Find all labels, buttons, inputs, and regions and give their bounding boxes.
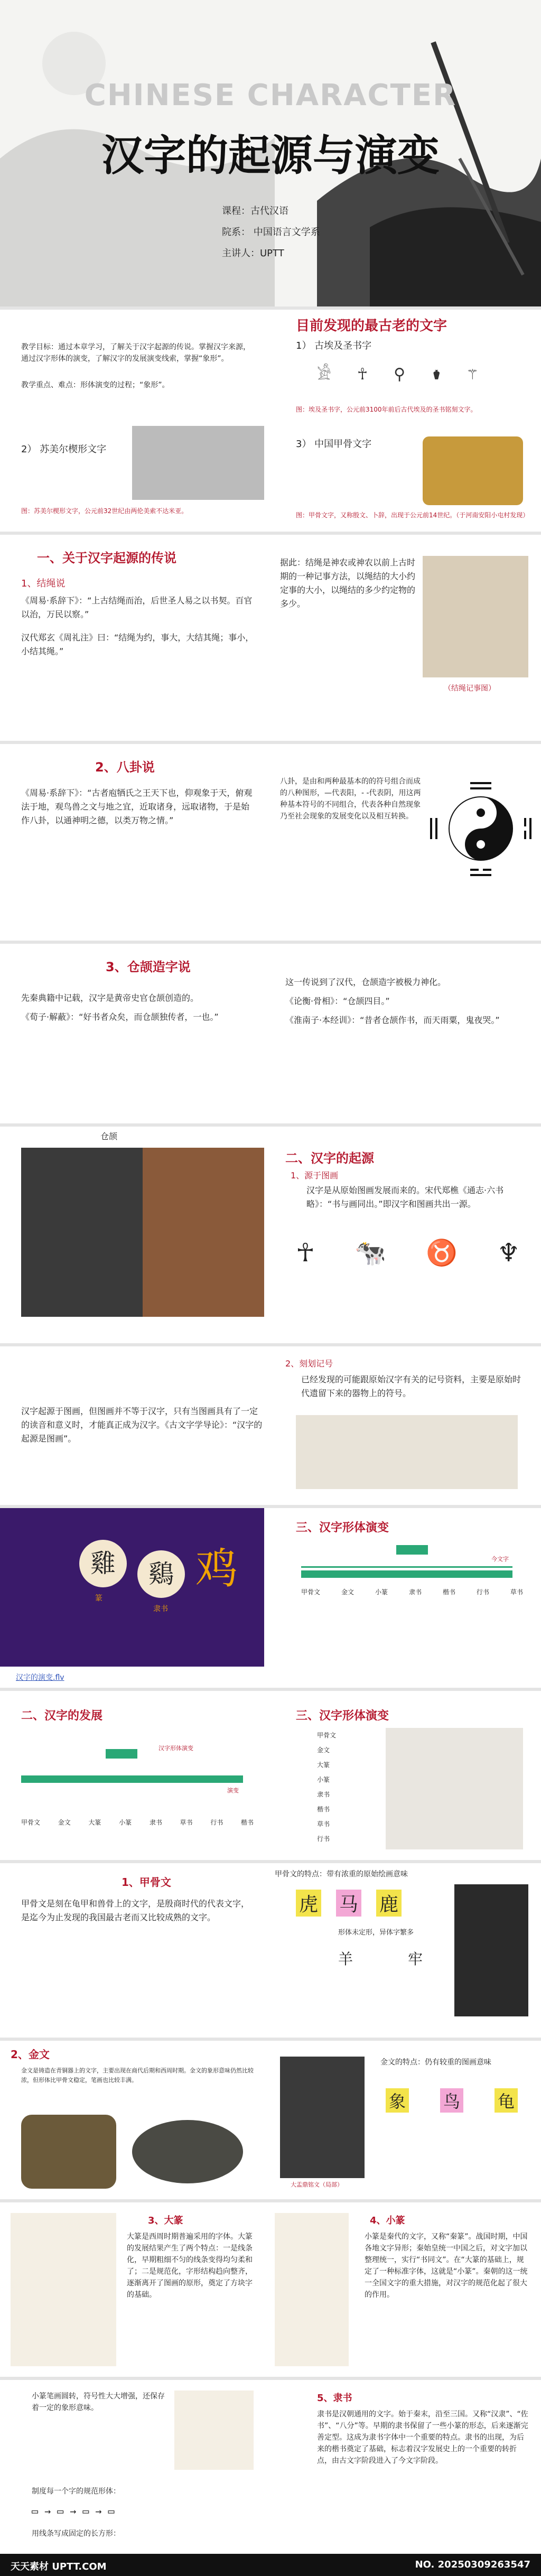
inscription-caption: 大盂鼎铭文（局部） <box>291 2181 343 2188</box>
slide2-p1: 《周易·系辞下》：“上古结绳而治，后世圣人易之以书契。百官以治，万民以察。” <box>21 596 253 619</box>
knot-record-image <box>423 556 528 677</box>
yin-yang-icon <box>428 776 534 881</box>
slide10-text: 金文是铸造在青铜器上的文字，主要出现在商代后期和西周时期。金文的象形意味仍然比较浓，但形体比甲骨文稳定，笔画也比较丰满。 <box>21 2067 254 2084</box>
dev-labels <box>21 1818 254 1827</box>
knot-caption: （结绳记事图） <box>444 684 496 693</box>
sumer-title: 2） 苏美尔楔形文字 <box>21 444 107 455</box>
oracle-bone-image <box>423 436 523 505</box>
slide-cangjie-legend <box>0 944 541 1123</box>
oracle-chars <box>296 1890 402 1917</box>
bronze-char: 鸟 <box>440 2088 463 2113</box>
slide-oldest-scripts <box>0 310 541 532</box>
chart-labels <box>301 1587 523 1596</box>
slide4-right: 这一传说到了汉代，仓颉造字被极力神化。 <box>285 977 446 987</box>
dev-note-a: 汉字形体演变 <box>158 1745 193 1752</box>
slide6-left: 汉字起源于图画，但图画并不等于汉字，只有当图画具有了一定的读音和意义时，才能真正成为汉字。《古文字学导论》：“汉字的起源是图画”。 <box>21 1406 263 1444</box>
slide6-sub: 2、刻划记号 <box>285 1359 333 1369</box>
slide-seal-scripts <box>0 2202 541 2377</box>
pictograph-symbols: ☥ 🐄 ♉ ♆ <box>296 1238 536 1268</box>
cover-dept: 院系： 中国语言文学系 <box>222 227 320 238</box>
oracle-feature-char: 羊 <box>338 1950 353 1968</box>
evolution-row: 隶书 <box>317 1791 330 1798</box>
carved-marks-image <box>296 1415 518 1489</box>
evolution-row: 甲骨文 <box>317 1732 337 1739</box>
oracle-char: 鹿 <box>376 1890 402 1917</box>
chart-label: 楷书 <box>442 1588 455 1596</box>
sumer-caption: 图：苏美尔楔形文字，公元前32世纪由两伦美索不达米亚。 <box>21 507 188 515</box>
slide-bagua <box>0 744 541 941</box>
inscription-rubbing-image <box>280 2057 365 2178</box>
oracle-rubbing-image <box>454 1884 528 2016</box>
dev-label: 小篆 <box>119 1819 132 1826</box>
dev-label: 楷书 <box>240 1819 254 1826</box>
footer-watermark <box>0 2554 541 2576</box>
char-a: 雞 <box>79 1540 127 1587</box>
chart-node-label: 今文字 <box>491 1556 509 1563</box>
evolution-row: 金文 <box>317 1746 330 1754</box>
evolution-table <box>317 1728 380 1846</box>
dev-chart-bar <box>21 1775 243 1783</box>
slide11-right: 小篆是秦代的文字，又称“秦篆”。战国时期，中国各地文字异形；秦始皇统一中国之后，对文字加以整理统一，实行“书同文”。在“大篆的基础上，规定了一种标准字体，这就是“小篆”。秦朝的这一统一全国文字的重大措施，对汉字的规范化起了很大的作用。 <box>365 2233 528 2299</box>
slide4-left: 先秦典籍中记载，汉字是黄帝史官仓颉创造的。 <box>21 993 199 1003</box>
slide4-right2: 《论衡·骨相》：“仓颉四目。” <box>285 996 390 1006</box>
slide1-heading: 目前发现的最古老的文字 <box>296 318 447 334</box>
slide12-left3: 用线条写成固定的长方形： <box>32 2529 120 2538</box>
bronze-char: 象 <box>386 2088 409 2113</box>
egypt-hieroglyph-image: 𓀀 ☥ ⚲ ⚱ ⚚ <box>317 365 486 384</box>
evolution-row: 大篆 <box>317 1761 330 1769</box>
large-seal-sample-image <box>11 2213 116 2366</box>
sumer-tablet-image <box>132 426 264 500</box>
slide8-heading-left: 二、汉字的发展 <box>21 1709 103 1723</box>
slide6-right: 已经发现的可能跟原始汉字有关的记号资料，主要是原始时代遗留下来的器物上的符号。 <box>301 1374 521 1398</box>
char-c: 鸡 <box>195 1544 238 1593</box>
chart-label: 金文 <box>341 1588 354 1596</box>
cangjie-portrait-image <box>143 1148 264 1317</box>
slide2-sub: 1、结绳说 <box>21 578 66 589</box>
dev-label: 草书 <box>180 1819 193 1826</box>
slide-form-evolution <box>0 1508 541 1688</box>
cover-zh-title: 汉字的起源与演变 <box>101 131 440 180</box>
chart-label: 行书 <box>476 1588 489 1596</box>
oracle-feature-chars <box>338 1948 423 1969</box>
cover-slide <box>0 0 541 306</box>
slide-knot-legend <box>0 535 541 741</box>
slide3-left: 《周易·系辞下》：“古者庖牺氏之王天下也，仰观象于天，俯观法于地，观鸟兽之文与地之宜，近取诸身，远取诸物，于是始作八卦，以通神明之德，以类万物之情。” <box>21 788 253 825</box>
chart-root-node <box>396 1545 428 1555</box>
dev-label: 甲骨文 <box>21 1819 41 1826</box>
cangjie-img-label: 仓颉 <box>100 1131 118 1141</box>
dev-note-b: 演变 <box>227 1787 239 1794</box>
egypt-title: 1） 古埃及圣书字 <box>296 340 372 351</box>
chart-label: 甲骨文 <box>301 1588 321 1596</box>
slide1-goal: 教学目标：通过本章学习，了解关于汉字起源的传说。掌握汉字来源，通过汉字形体的演变，了解汉字的发展演变线索，掌握“象形”。 <box>21 343 250 363</box>
slide1-key: 教学重点、难点：形体演变的过程；“象形”。 <box>21 381 170 389</box>
cover-speaker: 主讲人：UPTT <box>222 248 284 259</box>
slide12-heading: 5、隶书 <box>317 2393 352 2404</box>
small-seal-sample-image <box>275 2213 349 2366</box>
dev-chart-root <box>106 1749 137 1759</box>
slide-development <box>0 1691 541 1860</box>
slide4-left2: 《荀子·解蔽》：“好书者众矣，而仓颉独传者，一也。” <box>21 1012 219 1022</box>
slide2-heading: 一、关于汉字起源的传说 <box>37 551 176 565</box>
chart-label: 小篆 <box>375 1588 388 1596</box>
bronze-bowl-image <box>132 2120 243 2183</box>
slide12-left-title: 小篆笔画圆转，符号性大大增强，还保存着一定的象形意味。 <box>32 2392 165 2412</box>
oracle-feature: 形体未定形，异体字繁多 <box>338 1929 414 1937</box>
slide-marks <box>0 1346 541 1505</box>
chart-label: 隶书 <box>408 1588 422 1596</box>
evolution-row: 小篆 <box>317 1776 330 1783</box>
dev-label: 行书 <box>210 1819 223 1826</box>
dev-label: 大篆 <box>88 1819 101 1826</box>
slide-origin-pictures <box>0 1127 541 1343</box>
evolution-row: 楷书 <box>317 1806 330 1813</box>
footer-right: NO. 20250309263547 <box>415 2559 530 2570</box>
chart-label: 草书 <box>510 1588 523 1596</box>
video-link[interactable]: 汉字的演变.flv <box>16 1673 64 1682</box>
slide-oracle-bone <box>0 1863 541 2038</box>
slide9-right-title: 甲骨文的特点：带有浓重的原始绘画意味 <box>275 1870 408 1878</box>
dev-label: 金文 <box>58 1819 71 1826</box>
slide5-sub: 1、源于图画 <box>291 1170 339 1180</box>
evolution-glyph-grid-image <box>386 1728 523 1849</box>
slide9-text: 甲骨文是刻在龟甲和兽骨上的文字，是殷商时代的代表文字，是迄今为止发现的我国最古老而又比较成熟的文字。 <box>21 1899 250 1922</box>
egypt-caption: 图：埃及圣书字，公元前3100年前后古代埃及的圣书铭刻文字。 <box>296 406 477 413</box>
chart-connector <box>301 1566 512 1568</box>
slide8-heading-right: 三、汉字形体演变 <box>296 1709 389 1723</box>
oracle-char: 虎 <box>296 1890 321 1917</box>
oracle-char: 马 <box>336 1890 361 1917</box>
slide7-heading: 三、汉字形体演变 <box>296 1521 389 1535</box>
small-a: 篆 <box>95 1594 102 1603</box>
slide9-heading: 1、甲骨文 <box>122 1876 171 1889</box>
slide3-heading: 2、八卦说 <box>95 760 155 775</box>
stroke-sequence: ▭ → ▭ → ▭ → ▭ <box>32 2505 115 2517</box>
slide11-heading-right: 4、小篆 <box>370 2215 405 2226</box>
slide5-text: 汉字是从原始图画发展而来的。宋代郑樵《通志·六书略》：“书与画同出。”即汉字和图画共出一源。 <box>306 1185 504 1209</box>
cover-course: 课程：古代汉语 <box>222 206 288 217</box>
cover-en-title: CHINESE CHARACTER <box>84 78 457 113</box>
small-seal-glyph-image <box>174 2391 254 2470</box>
small-b: 隶书 <box>153 1605 168 1613</box>
slide11-left: 大篆是西周时期普遍采用的字体。大篆的发展结果产生了两个特点：一是线条化，早期粗细不匀的线条变得均匀柔和了；二是规范化，字形结构趋向整齐，逐渐离开了图画的原形，奠定了方块字的基础。 <box>127 2233 253 2299</box>
slide2-right: 据此：结绳是神农或神农以前上古时期的一种记事方法，以绳结的大小约定事的大小，以绳结的多少约定物的多少。 <box>280 557 416 609</box>
slide12-right: 隶书是汉朝通用的文字。始于秦末，沿至三国。又称“汉隶”、“佐书”、“八分”等。早期的隶书保留了一些小篆的形态，后来逐渐完善定型。这成为隶书字体中一个重要的特点。隶书的出现，为后来的楷书奠定了基础，标志着汉字发展史上的一个重要的转折点，由古文字阶段进入了今文字阶段。 <box>317 2410 528 2465</box>
slide10-right-title: 金文的特点：仍有较重的图画意味 <box>380 2058 491 2067</box>
evolution-row: 草书 <box>317 1820 330 1828</box>
slide-clerical-script <box>0 2380 541 2554</box>
evolution-row: 行书 <box>317 1835 330 1843</box>
slide4-heading: 3、仓颉造字说 <box>106 960 191 974</box>
bronze-vessel-image <box>21 2115 116 2189</box>
dev-label: 隶书 <box>149 1819 162 1826</box>
oracle-caption: 图：甲骨文字，又称殷文、卜辞，出现于公元前14世纪。（于河南安阳小屯村发现） <box>296 512 529 519</box>
slide10-heading: 2、金文 <box>11 2048 50 2061</box>
char-b: 鷄 <box>137 1550 185 1598</box>
footer-left: 天天素材 UPTT.COM <box>11 2561 107 2572</box>
oracle-feature-char: 牢 <box>407 1950 423 1968</box>
bronze-chars <box>386 2088 518 2113</box>
slide3-right: 八卦，是由和两种最基本的的符号组合而成的八种图形，—代表阳，- -代表阴，用这两种基本符号的不同组合，代表各种自然现象乃至社会现象的发展变化以及相互转换。 <box>280 777 421 821</box>
chart-level-bar <box>301 1570 512 1578</box>
bronze-char: 龟 <box>495 2088 518 2113</box>
slide4-right3: 《淮南子·本经训》：“昔者仓颉作书，而天雨粟，鬼夜哭。” <box>285 1015 500 1025</box>
cangjie-stele-image <box>21 1148 143 1317</box>
slide11-heading-left: 3、大篆 <box>148 2215 183 2226</box>
slide12-left2: 制度每一个字的规范形体： <box>32 2487 120 2496</box>
slide5-heading: 二、汉字的起源 <box>285 1151 374 1166</box>
oracle-title: 3） 中国甲骨文字 <box>296 439 372 450</box>
slide-bronze-script <box>0 2041 541 2199</box>
slide2-p2: 汉代郑玄《周礼注》曰：“结绳为约，事大，大结其绳；事小，小结其绳。” <box>21 633 254 656</box>
